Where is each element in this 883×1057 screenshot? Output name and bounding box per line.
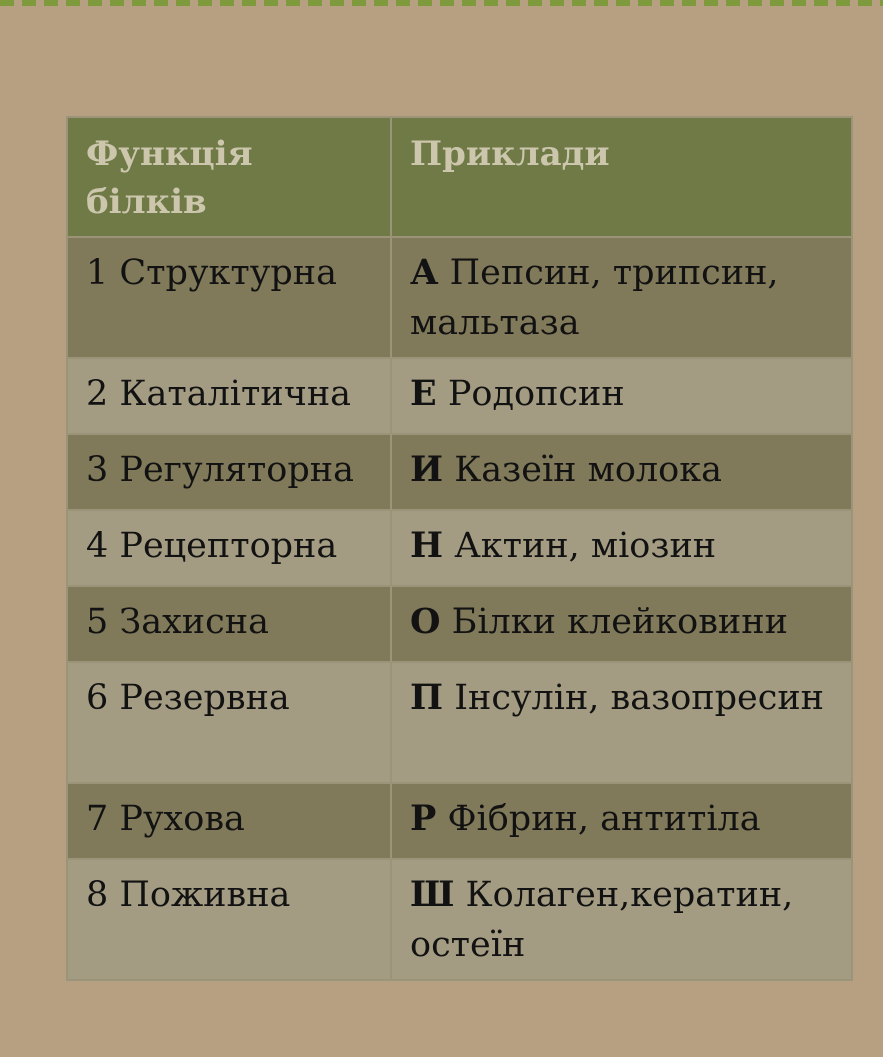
function-cell: 8 Поживна <box>67 859 391 980</box>
function-cell: 1 Структурна <box>67 237 391 358</box>
examples-text: Родопсин <box>447 374 625 414</box>
table-row <box>67 586 852 662</box>
answer-letter: Е <box>410 373 437 414</box>
table-row <box>67 434 852 510</box>
examples-text: Колаген,кератин, остеїн <box>410 875 794 965</box>
examples-cell <box>391 783 852 859</box>
examples-cell <box>391 510 852 586</box>
table-row <box>67 859 852 980</box>
table-row <box>67 662 852 783</box>
answer-letter: Н <box>410 525 444 566</box>
examples-cell <box>391 586 852 662</box>
function-cell: 7 Рухова <box>67 783 391 859</box>
table-row <box>67 358 852 434</box>
protein-functions-table-container <box>66 116 851 981</box>
examples-text: Казеїн молока <box>454 450 722 490</box>
examples-text: Інсулін, вазопресин <box>454 678 824 718</box>
examples-text: Білки клейковини <box>451 602 788 642</box>
protein-functions-table <box>66 116 853 981</box>
examples-cell <box>391 662 852 783</box>
answer-letter: О <box>410 601 441 642</box>
examples-cell <box>391 434 852 510</box>
header-function: Функція білків <box>67 117 391 237</box>
examples-text: Пепсин, трипсин, мальтаза <box>410 253 779 343</box>
function-cell: 6 Резервна <box>67 662 391 783</box>
answer-letter: Р <box>410 798 437 839</box>
table-row <box>67 783 852 859</box>
function-cell: 3 Регуляторна <box>67 434 391 510</box>
table-row <box>67 237 852 358</box>
examples-cell <box>391 237 852 358</box>
header-examples: Приклади <box>391 117 852 237</box>
table-row <box>67 510 852 586</box>
answer-letter: П <box>410 677 444 718</box>
function-cell: 4 Рецепторна <box>67 510 391 586</box>
examples-cell <box>391 859 852 980</box>
answer-letter: А <box>410 252 439 293</box>
answer-letter: Ш <box>410 874 455 915</box>
function-cell: 2 Каталітична <box>67 358 391 434</box>
examples-cell <box>391 358 852 434</box>
decorative-top-border <box>0 0 883 6</box>
table-header-row <box>67 117 852 237</box>
examples-text: Актин, міозин <box>454 526 717 566</box>
answer-letter: И <box>410 449 444 490</box>
function-cell: 5 Захисна <box>67 586 391 662</box>
examples-text: Фібрин, антитіла <box>447 799 761 839</box>
